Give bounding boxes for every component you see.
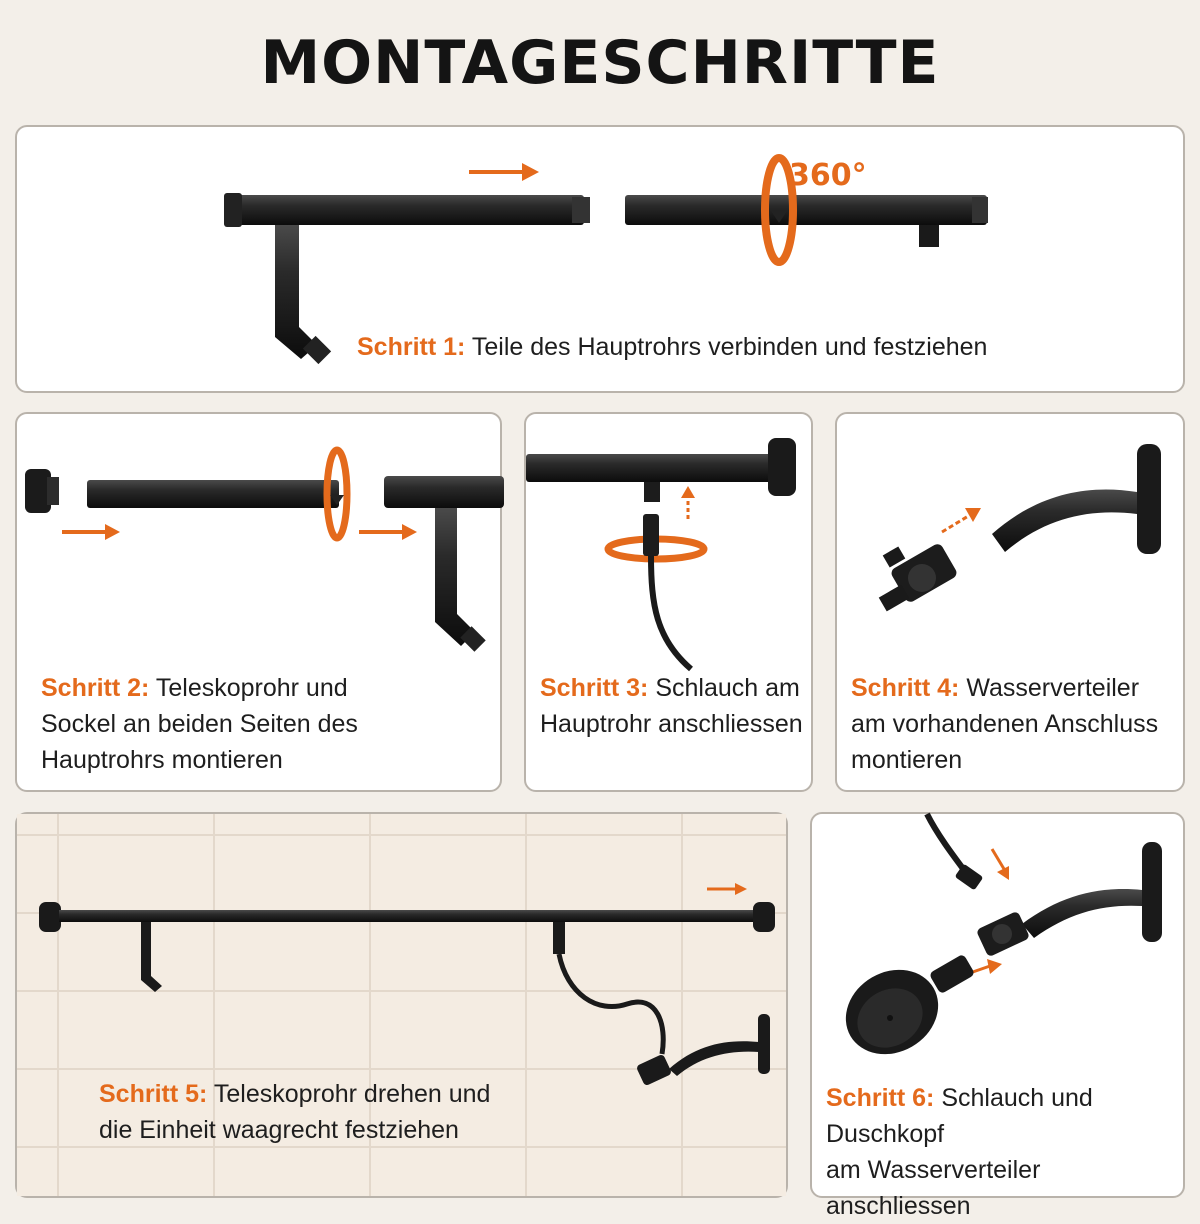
arrow-right-icon bbox=[359, 524, 417, 540]
step-1-label: Schritt 1: bbox=[357, 333, 466, 361]
step-2-text-line2: Sockel an beiden Seiten des bbox=[41, 710, 358, 738]
arrow-icon bbox=[942, 508, 981, 532]
step-2-text-line3: Hauptrohrs montieren bbox=[41, 746, 283, 774]
step-3-caption bbox=[540, 670, 803, 742]
step-3-panel bbox=[524, 412, 813, 792]
arrow-right-icon bbox=[707, 883, 747, 895]
page-title: MONTAGESCHRITTE bbox=[260, 28, 940, 98]
arrow-right-icon bbox=[469, 163, 539, 181]
step-5-label: Schritt 5: bbox=[99, 1080, 208, 1108]
arrow-up-icon bbox=[681, 486, 695, 519]
hose bbox=[927, 814, 983, 890]
step-3-label: Schritt 3: bbox=[540, 674, 649, 702]
arrow-right-icon bbox=[62, 524, 120, 540]
step-5-caption bbox=[99, 1076, 490, 1148]
shower-head bbox=[830, 953, 975, 1070]
step-4-text: Wasserverteiler bbox=[966, 674, 1140, 702]
step-2-text: Teleskoprohr und bbox=[155, 674, 348, 702]
step-4-text-line2: am vorhandenen Anschluss bbox=[851, 710, 1159, 738]
water-diverter bbox=[976, 911, 1030, 958]
step-2-label: Schritt 2: bbox=[41, 674, 150, 702]
step-2-caption bbox=[41, 670, 358, 778]
step-6-label: Schritt 6: bbox=[826, 1084, 935, 1112]
wall-arm bbox=[1022, 842, 1162, 942]
main-pipe-right bbox=[625, 195, 988, 247]
wall-arm bbox=[992, 444, 1161, 554]
step-3-text: Schlauch am bbox=[655, 674, 800, 702]
base-flange bbox=[25, 469, 59, 513]
step-3-text-line2: Hauptrohr anschliessen bbox=[540, 710, 803, 738]
step-6-panel bbox=[810, 812, 1185, 1220]
step-4-text-line3: montieren bbox=[851, 746, 963, 774]
step-1-caption bbox=[357, 329, 987, 365]
rotation-label: 360° bbox=[789, 158, 867, 193]
step-6-text: Schlauch und Duschkopf bbox=[826, 1084, 1093, 1148]
step-5-panel bbox=[15, 812, 788, 1198]
full-shower-rod bbox=[39, 902, 775, 1086]
step-2-panel bbox=[15, 412, 502, 792]
main-pipe-section bbox=[526, 438, 796, 502]
step-5-text: Teleskoprohr drehen und bbox=[213, 1080, 491, 1108]
step-1-panel bbox=[15, 125, 1185, 393]
telescopic-pipe bbox=[87, 480, 339, 508]
step-4-label: Schritt 4: bbox=[851, 674, 960, 702]
main-pipe-section bbox=[384, 476, 504, 652]
step-4-caption bbox=[851, 670, 1158, 778]
arrow-icon bbox=[992, 849, 1009, 880]
water-diverter bbox=[879, 542, 959, 611]
step-4-panel bbox=[835, 412, 1185, 792]
step-1-text: Teile des Hauptrohrs verbinden und festziehen bbox=[471, 333, 988, 361]
step-5-text-line2: die Einheit waagrecht festziehen bbox=[99, 1116, 459, 1144]
step-6-text-line2: am Wasserverteiler anschliessen bbox=[826, 1156, 1041, 1220]
step-6-caption bbox=[826, 1080, 1183, 1224]
